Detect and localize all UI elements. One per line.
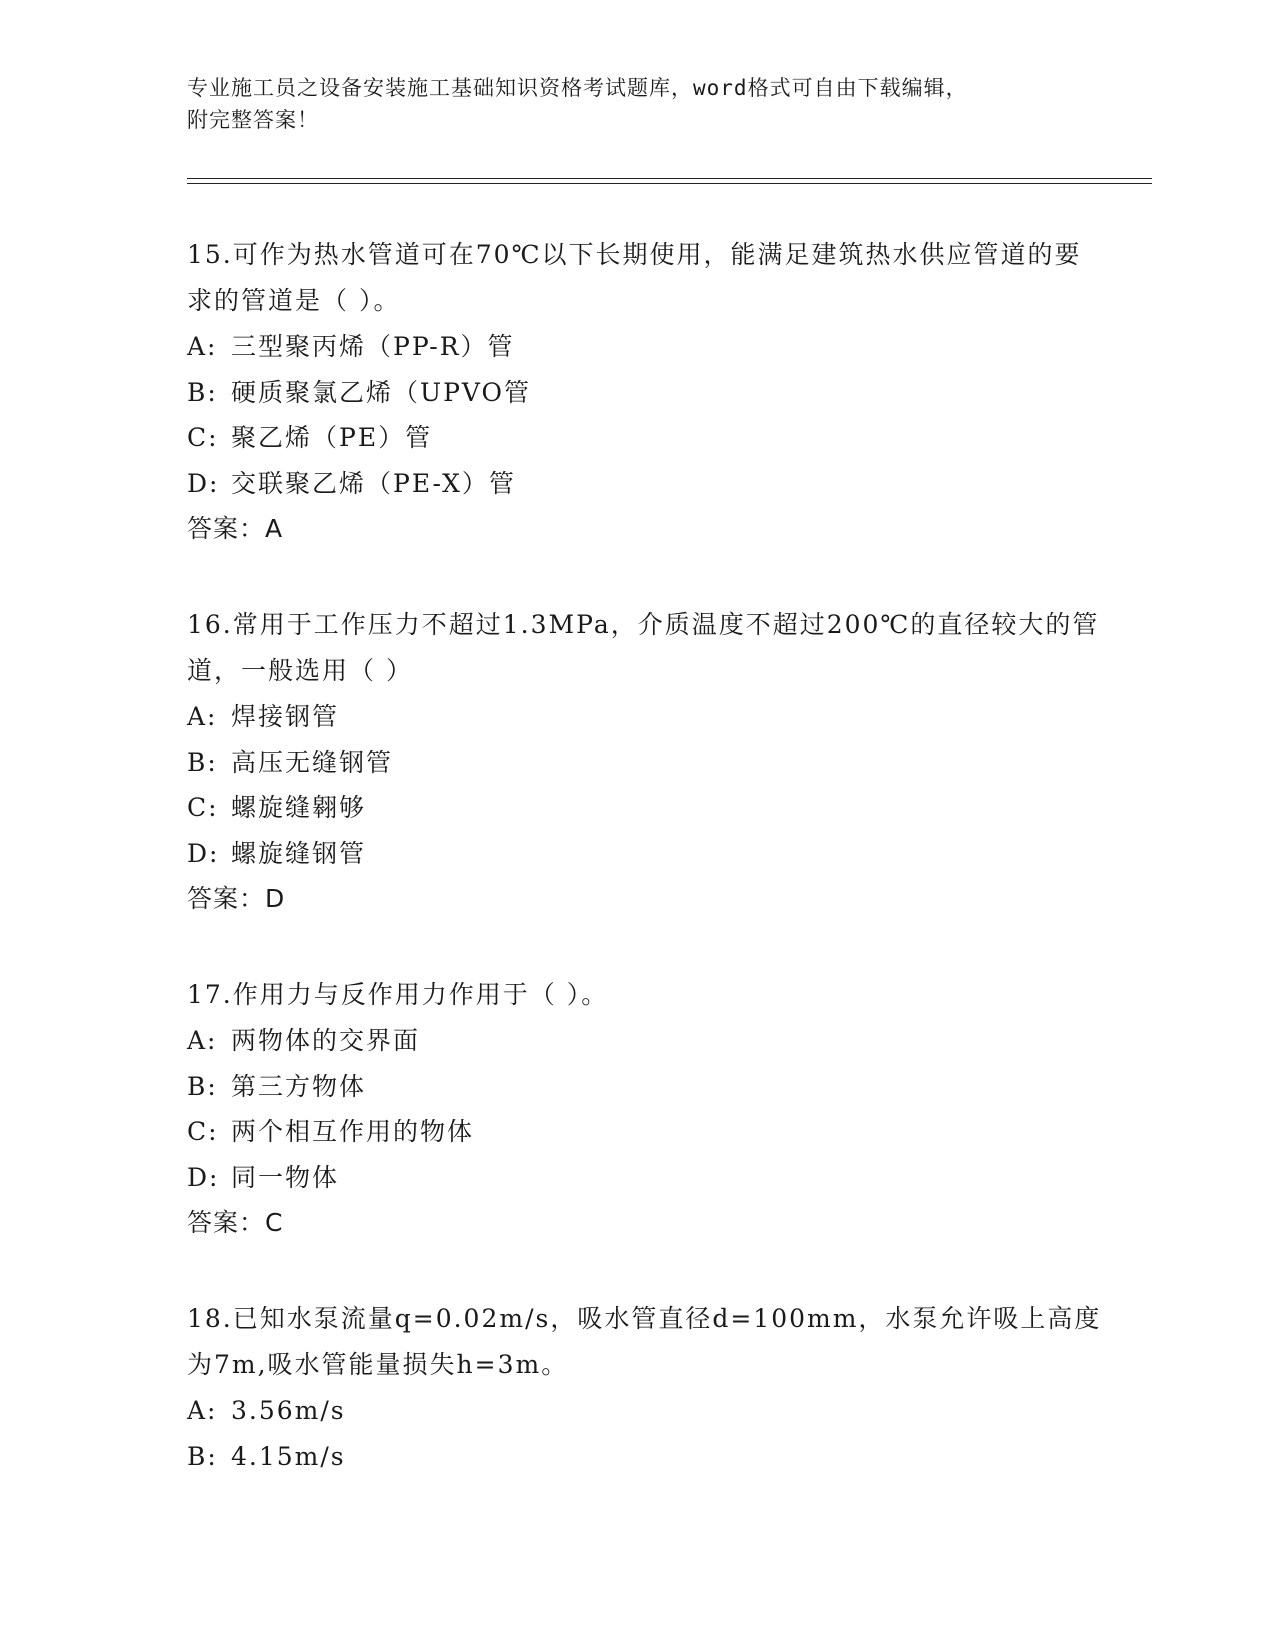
option-text: 聚乙烯（PE）管 [231,423,433,452]
option-text: 硬质聚氯乙烯（UPVO管 [231,377,532,407]
option-letter: B: [187,1071,218,1101]
option-text: 3.56m/s [231,1396,346,1425]
question-text: 16.常用于工作压力不超过1.3MPa，介质温度不超过200℃的直径较大的管道，一般选用（ ） [187,610,1100,685]
answer: 答案：A [187,514,284,543]
option-c [187,415,1107,461]
option-text: 焊接钢管 [231,702,340,731]
question-16 [187,602,1107,922]
question-18 [187,1296,1107,1479]
question-text: 18.已知水泵流量q=0.02m/s，吸水管直径d=100mm，水泵允许吸上高度为7m,吸水管能量损失h=3m。 [187,1304,1102,1379]
option-text: 交联聚乙烯（PE-X）管 [231,468,516,498]
option-a [187,324,1107,370]
option-letter: B: [187,377,218,407]
question-15 [187,232,1107,552]
option-b [187,740,1107,786]
header-divider-top [187,178,1152,179]
option-text: 螺旋缝翱够 [231,793,367,822]
option-d [187,1155,1107,1201]
option-text: 同一物体 [231,1162,340,1192]
answer: 答案：D [187,884,286,913]
answer: 答案：C [187,1208,284,1237]
option-letter: C: [187,423,219,452]
option-a [187,1018,1107,1064]
option-letter: A: [187,1026,218,1055]
option-text: 两物体的交界面 [231,1026,421,1055]
document-header [187,72,1107,136]
question-text: 17.作用力与反作用力作用于（ ）。 [187,980,609,1009]
question-list [187,232,1107,1529]
header-divider-bottom [187,183,1152,184]
option-letter: A: [187,1396,218,1425]
option-d [187,831,1107,877]
option-c [187,1109,1107,1155]
option-a [187,694,1107,740]
option-letter: D: [187,1162,220,1192]
option-text: 螺旋缝钢管 [231,838,367,868]
question-text: 15.可作为热水管道可在70℃以下长期使用，能满足建筑热水供应管道的要求的管道是（ ）。 [187,240,1082,315]
option-letter: C: [187,1117,219,1146]
option-letter: D: [187,468,220,498]
option-text: 三型聚丙烯（PP-R）管 [231,332,515,361]
option-letter: A: [187,702,218,731]
option-letter: C: [187,793,219,822]
option-text: 两个相互作用的物体 [231,1117,475,1146]
option-b [187,1064,1107,1110]
header-line-1: 专业施工员之设备安装施工基础知识资格考试题库，word格式可自由下载编辑， [187,76,968,100]
option-letter: A: [187,332,218,361]
option-text: 4.15m/s [231,1441,346,1471]
header-line-2: 附完整答案！ [187,108,319,132]
option-a [187,1388,1107,1434]
option-b [187,1434,1107,1480]
option-text: 高压无缝钢管 [231,747,394,777]
option-c [187,785,1107,831]
option-letter: D: [187,838,220,868]
option-letter: B: [187,747,218,777]
option-b [187,370,1107,416]
option-letter: B: [187,1441,218,1471]
option-text: 第三方物体 [231,1071,367,1101]
option-d [187,461,1107,507]
question-17 [187,972,1107,1246]
